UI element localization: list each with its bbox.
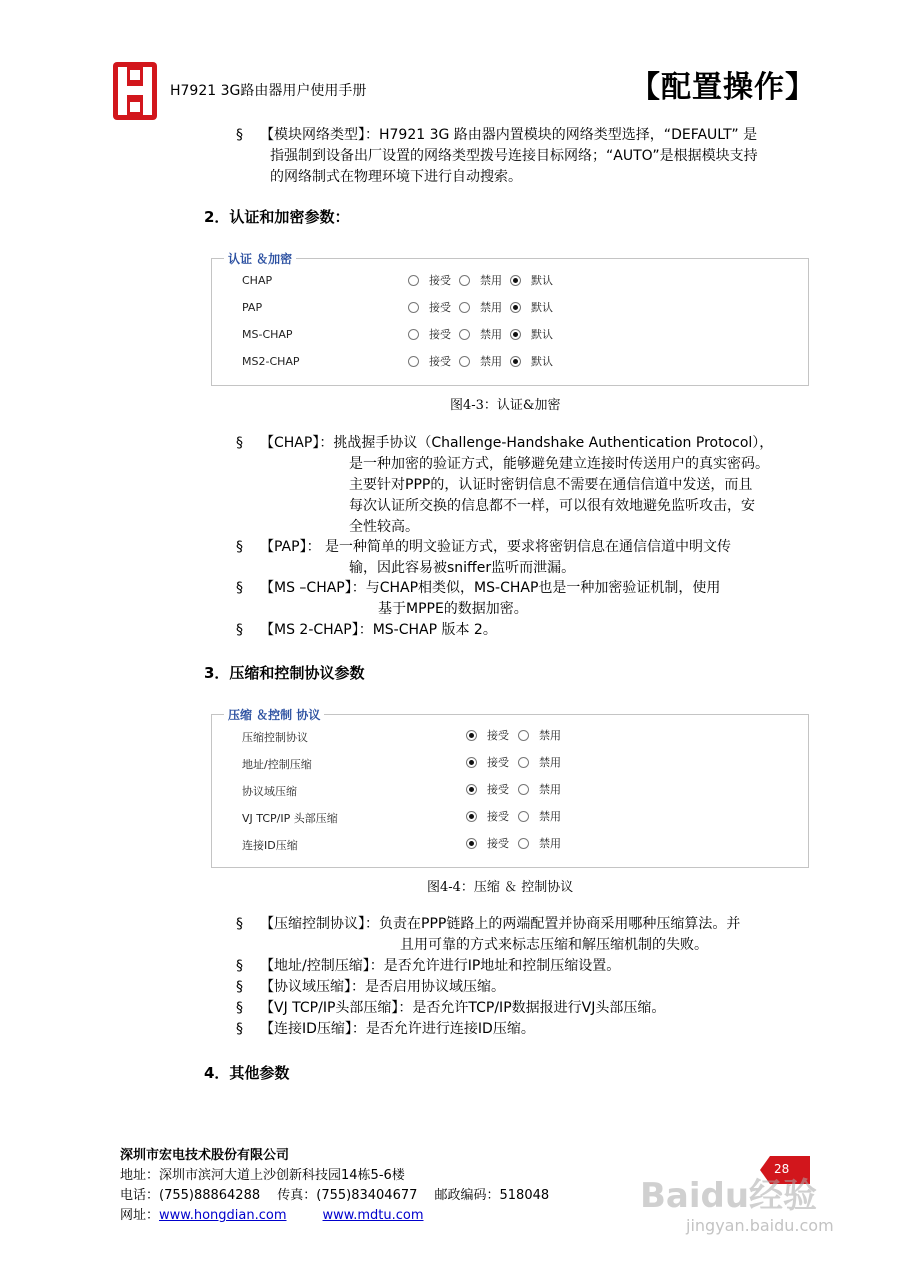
bullet-mark: §	[236, 127, 243, 143]
option-accept[interactable]	[466, 727, 509, 743]
page-number: 28	[774, 1162, 790, 1176]
option-default[interactable]	[510, 299, 553, 315]
option-accept[interactable]	[466, 781, 509, 797]
option-label: 接受	[487, 810, 509, 823]
auth-row-pap	[212, 299, 808, 319]
bullet-mark: §	[236, 622, 243, 638]
option-default[interactable]	[510, 326, 553, 342]
option-disable[interactable]	[518, 754, 561, 770]
bullet-line: 【连接ID压缩】：是否允许进行连接ID压缩。	[260, 1021, 535, 1037]
option-label: 禁用	[480, 274, 502, 287]
bullet-line: 【VJ TCP/IP头部压缩】：是否允许TCP/IP数据报进行VJ头部压缩。	[260, 1000, 666, 1016]
option-label: 接受	[429, 301, 451, 314]
option-accept[interactable]	[466, 808, 509, 824]
document-title: H7921 3G路由器用户使用手册	[170, 83, 367, 99]
row-label: MS2-CHAP	[242, 355, 300, 368]
compress-row	[212, 727, 808, 747]
option-label: 默认	[531, 274, 553, 287]
bullet-line: 【CHAP】：挑战握手协议（Challenge-Handshake Authentication Protocol），	[260, 435, 774, 451]
compress-row	[212, 808, 808, 828]
option-label: 接受	[487, 729, 509, 742]
option-disable[interactable]	[518, 781, 561, 797]
option-label: 默认	[531, 301, 553, 314]
radio-accept[interactable]	[466, 757, 477, 768]
bullet-address-control	[236, 956, 826, 977]
bullet-pap	[236, 537, 826, 579]
radio-accept[interactable]	[408, 356, 419, 367]
footer-phone: 电话：(755)88864288 传真：(755)83404677 邮政编码：518048	[120, 1188, 550, 1203]
panel-legend: 认证 ＆加密	[224, 250, 296, 267]
bullet-line: 【地址/控制压缩】：是否允许进行IP地址和控制压缩设置。	[260, 958, 621, 974]
bullet-line: 【MS 2-CHAP】：MS-CHAP 版本 2。	[260, 622, 497, 638]
option-label: 禁用	[539, 837, 561, 850]
link-mdtu[interactable]: www.mdtu.com	[322, 1208, 424, 1223]
row-label: CHAP	[242, 274, 273, 287]
compress-row	[212, 754, 808, 774]
option-label: 禁用	[539, 810, 561, 823]
option-label: 默认	[531, 355, 553, 368]
option-accept[interactable]	[466, 754, 509, 770]
bullet-module-network-type	[236, 125, 826, 189]
radio-accept[interactable]	[408, 275, 419, 286]
bullet-line: 【协议域压缩】：是否启用协议域压缩。	[260, 979, 505, 995]
option-accept[interactable]	[408, 272, 451, 288]
company-logo	[113, 62, 157, 120]
row-label: PAP	[242, 301, 263, 314]
option-disable[interactable]	[459, 326, 502, 342]
bullet-line: 【压缩控制协议】：负责在PPP链路上的两端配置并协商采用哪种压缩算法。并	[260, 916, 741, 932]
option-disable[interactable]	[459, 353, 502, 369]
radio-default[interactable]	[510, 302, 521, 313]
bullet-protocol-field	[236, 977, 826, 998]
radio-disable[interactable]	[518, 811, 529, 822]
option-label: 接受	[487, 837, 509, 850]
footer-address: 地址：深圳市滨河大道上沙创新科技园14栋5-6楼	[120, 1168, 405, 1183]
option-label: 禁用	[480, 301, 502, 314]
bullet-mark: §	[236, 979, 243, 995]
option-disable[interactable]	[518, 835, 561, 851]
auth-row-ms2-chap	[212, 353, 808, 373]
bullet-mark: §	[236, 580, 243, 596]
option-accept[interactable]	[408, 299, 451, 315]
row-label: 压缩控制协议	[242, 731, 308, 744]
panel-legend: 压缩 ＆控制 协议	[224, 706, 324, 723]
option-label: 接受	[429, 274, 451, 287]
bullet-line: 输，因此容易被sniffer监听而泄漏。	[349, 560, 576, 576]
bullet-ms-chap	[236, 578, 826, 620]
radio-default[interactable]	[510, 356, 521, 367]
bullet-line: 是一种加密的验证方式，能够避免建立连接时传送用户的真实密码。	[349, 456, 769, 472]
option-label: 禁用	[480, 355, 502, 368]
radio-disable[interactable]	[518, 730, 529, 741]
bullet-mark: §	[236, 435, 243, 451]
bullet-line: 基于MPPE的数据加密。	[378, 601, 528, 617]
radio-default[interactable]	[510, 329, 521, 340]
row-label: 地址/控制压缩	[242, 758, 312, 771]
option-disable[interactable]	[518, 727, 561, 743]
radio-disable[interactable]	[518, 838, 529, 849]
option-disable[interactable]	[518, 808, 561, 824]
bullet-mark: §	[236, 539, 243, 555]
radio-disable[interactable]	[459, 275, 470, 286]
option-label: 禁用	[539, 783, 561, 796]
footer-web	[120, 1204, 424, 1223]
compression-control-panel	[211, 708, 809, 868]
section-heading-compression: 3．压缩和控制协议参数	[204, 664, 365, 682]
row-label: VJ TCP/IP 头部压缩	[242, 812, 338, 825]
radio-disable[interactable]	[459, 356, 470, 367]
radio-disable[interactable]	[459, 302, 470, 313]
bullet-line: 指强制到设备出厂设置的网络类型拨号连接目标网络；“AUTO”是根据模块支持	[270, 148, 758, 164]
row-label: MS-CHAP	[242, 328, 293, 341]
watermark-url: jingyan.baidu.com	[686, 1216, 834, 1235]
figure-caption-4-4: 图4-4：压缩 ＆ 控制协议	[427, 880, 574, 895]
section-heading-auth: 2．认证和加密参数：	[204, 208, 350, 226]
radio-accept[interactable]	[466, 730, 477, 741]
radio-default[interactable]	[510, 275, 521, 286]
radio-disable[interactable]	[518, 757, 529, 768]
option-label: 接受	[487, 783, 509, 796]
row-label: 连接ID压缩	[242, 839, 298, 852]
bullet-line: 的网络制式在物理环境下进行自动搜索。	[270, 169, 522, 185]
bullet-chap	[236, 433, 826, 538]
bullet-line: 全性较高。	[349, 519, 419, 535]
radio-disable[interactable]	[459, 329, 470, 340]
bullet-mark: §	[236, 958, 243, 974]
option-default[interactable]	[510, 272, 553, 288]
option-label: 接受	[429, 355, 451, 368]
bullet-line: 【PAP】： 是一种简单的明文验证方式，要求将密钥信息在通信信道中明文传	[260, 539, 732, 555]
option-label: 禁用	[539, 729, 561, 742]
radio-accept[interactable]	[466, 784, 477, 795]
option-disable[interactable]	[459, 272, 502, 288]
option-default[interactable]	[510, 353, 553, 369]
figure-caption-4-3: 图4-3：认证&加密	[450, 398, 561, 413]
bullet-connection-id	[236, 1019, 826, 1040]
option-label: 默认	[531, 328, 553, 341]
radio-accept[interactable]	[408, 329, 419, 340]
option-accept[interactable]	[408, 353, 451, 369]
watermark-brand: Baidu经验	[640, 1176, 818, 1216]
auth-row-chap	[212, 272, 808, 292]
bullet-mark: §	[236, 916, 243, 932]
option-label: 接受	[429, 328, 451, 341]
bullet-line: 【模块网络类型】：H7921 3G 路由器内置模块的网络类型选择，“DEFAULT” 是	[260, 127, 758, 143]
section-heading-other: 4．其他参数	[204, 1064, 290, 1082]
bullet-ms2-chap	[236, 620, 826, 641]
bullet-line: 每次认证所交换的信息都不一样，可以很有效地避免监听攻击，安	[349, 498, 755, 514]
row-label: 协议域压缩	[242, 785, 297, 798]
section-tag: 【配置操作】	[630, 70, 816, 105]
option-label: 禁用	[480, 328, 502, 341]
auth-row-ms-chap	[212, 326, 808, 346]
bullet-mark: §	[236, 1021, 243, 1037]
option-accept[interactable]	[408, 326, 451, 342]
option-accept[interactable]	[466, 835, 509, 851]
bullet-vj-header	[236, 998, 826, 1019]
option-label: 接受	[487, 756, 509, 769]
compress-row	[212, 835, 808, 855]
link-hongdian[interactable]: www.hongdian.com	[159, 1208, 287, 1223]
auth-encryption-panel	[211, 252, 809, 386]
compress-row	[212, 781, 808, 801]
bullet-mark: §	[236, 1000, 243, 1016]
bullet-line: 【MS –CHAP】：与CHAP相类似，MS-CHAP也是一种加密验证机制，使用	[260, 580, 721, 596]
option-label: 禁用	[539, 756, 561, 769]
radio-accept[interactable]	[466, 811, 477, 822]
footer-company: 深圳市宏电技术股份有限公司	[120, 1148, 290, 1163]
footer-web-label: 网址：	[120, 1208, 160, 1223]
bullet-line: 且用可靠的方式来标志压缩和解压缩机制的失败。	[400, 937, 708, 953]
radio-disable[interactable]	[518, 784, 529, 795]
option-disable[interactable]	[459, 299, 502, 315]
bullet-line: 主要针对PPP的，认证时密钥信息不需要在通信信道中发送，而且	[349, 477, 753, 493]
bullet-compress-control	[236, 914, 826, 956]
radio-accept[interactable]	[466, 838, 477, 849]
radio-accept[interactable]	[408, 302, 419, 313]
